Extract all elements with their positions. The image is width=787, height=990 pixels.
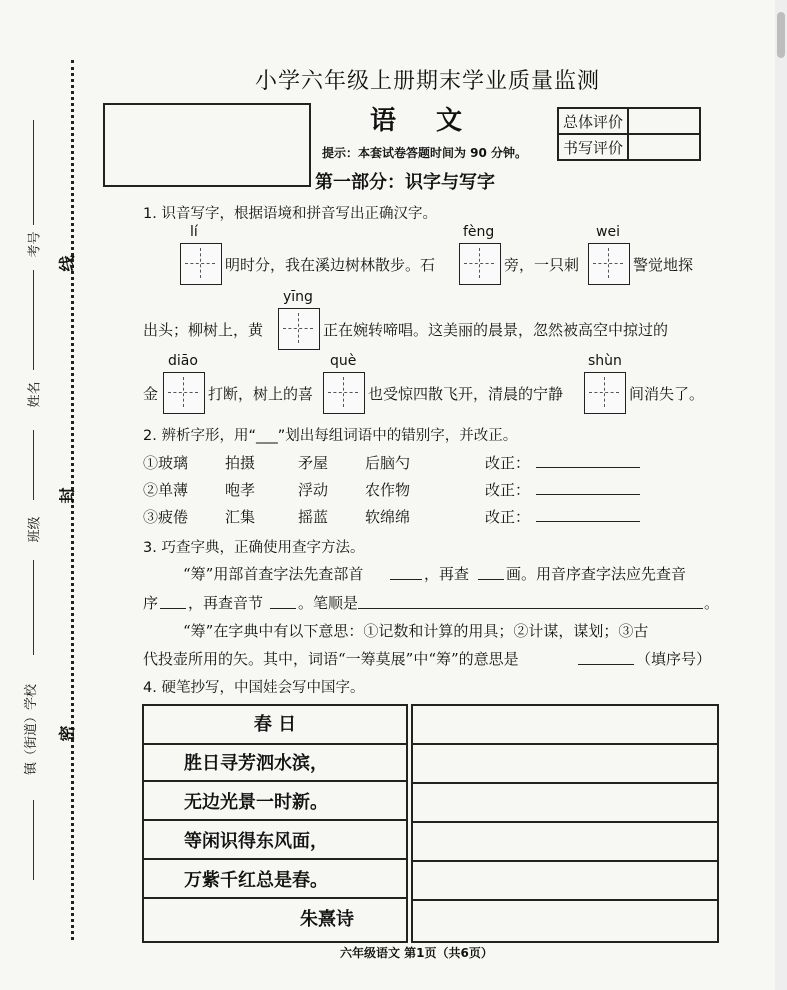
copy-row[interactable] [413,823,717,862]
q2-title: 2. 辨析字形，用“___”划出每组词语中的错别字，并改正。 [143,428,518,444]
q1-line2-b: 正在婉转啼唱。这美丽的晨景，忽然被高空中掠过的 [323,321,669,339]
subject-title: 语文 [370,106,503,136]
poem-line-3: 等闲识得东风面， [144,823,406,860]
pinyin-3: wei [596,224,620,240]
q3-p2-a: 序 [143,594,159,612]
q2-word: 软绵绵 [365,508,411,526]
q1-line3-a: 金 [143,385,159,403]
q1-line1-a: 明时分，我在溪边树林散步。石 [225,256,436,274]
eval-writing-label: 书写评价 [558,134,628,160]
name-label: 姓名 [27,381,43,408]
exam-title: 小学六年级上册期末学业质量监测 [255,69,601,94]
poem-title: 春 日 [144,706,406,745]
pinyin-7: shùn [588,353,622,369]
copy-row[interactable] [413,862,717,901]
q3-p4-b: （填序号） [636,650,712,668]
copy-row[interactable] [413,706,717,745]
school-label: 镇（街道）学校 [24,683,40,776]
char-box-3[interactable] [588,243,630,285]
scrollbar-thumb[interactable] [777,12,785,58]
q2-word: 农作物 [365,481,411,499]
q2-answer-line-2[interactable] [536,493,640,495]
q3-p4-a: 代投壶所用的矢。其中，词语“一筹莫展”中“筹”的意思是 [143,650,519,668]
page-footer: 六年级语文 第1页（共6页） [340,946,493,960]
char-box-5[interactable] [163,372,205,414]
char-box-7[interactable] [584,372,626,414]
exam-no-underline [33,120,34,225]
q3-syllable-blank[interactable] [270,607,296,609]
copy-row[interactable] [413,745,717,784]
q3-strokes-blank[interactable] [478,578,504,580]
q2-word: 拍摄 [225,454,256,472]
q2-answer-line-3[interactable] [536,520,640,522]
copy-row[interactable] [413,784,717,823]
q1-line1-b: 旁，一只刺 [504,256,580,274]
q3-p1-b: ，再查 [424,565,470,583]
char-box-2[interactable] [459,243,501,285]
pinyin-4: yīng [283,289,313,305]
pinyin-1: lí [190,224,198,240]
q2-word: 咆孝 [225,481,256,499]
q3-p2-d: 。 [704,594,720,612]
part-title: 第一部分：识字与写字 [315,172,495,193]
q1-line1-c: 警觉地探 [633,256,694,274]
q2-fix-label: 改正： [485,508,531,526]
q1-line2-a: 出头；柳树上，黄 [143,321,264,339]
time-hint: 提示：本套试卷答题时间为 90 分钟。 [322,146,528,160]
seal-secret-mark: 密 [57,725,77,742]
q2-word: ③疲倦 [143,508,189,526]
q3-p2-c: 。笔顺是 [298,594,359,612]
q3-p1-a: “筹”用部首查字法先查部首 [183,565,364,583]
poem-author: 朱熹诗 [300,909,354,930]
poem-line-2: 无边光景一时新。 [144,784,406,821]
q3-p3: “筹”在字典中有以下意思：①记数和计算的用具；②计谋，谋划；③古 [183,622,649,640]
q4-title: 4. 硬笔抄写，中国娃会写中国字。 [143,680,365,696]
q2-answer-line-1[interactable] [536,466,640,468]
class-underline [33,430,34,500]
q2-word: 摇蓝 [298,508,329,526]
q2-word: 矛屋 [298,454,329,472]
char-box-1[interactable] [180,243,222,285]
copy-table[interactable] [411,704,719,943]
pinyin-6: què [330,353,357,369]
q3-radical-blank[interactable] [390,578,422,580]
evaluation-table [557,107,701,161]
q3-stroke-order-blank[interactable] [358,607,703,609]
exam-no-label: 考号 [27,231,43,258]
q2-word: ②单薄 [143,481,189,499]
q1-line3-b: 打断，树上的喜 [208,385,314,403]
q3-title: 3. 巧查字典，正确使用查字方法。 [143,540,365,556]
eval-writing-value[interactable] [628,134,700,160]
class-label: 班级 [27,516,43,543]
poem-line-1: 胜日寻芳泗水滨， [144,745,406,782]
eval-total-value[interactable] [628,108,700,134]
poem-line-4: 万紫千红总是春。 [144,862,406,899]
school-underline [33,560,34,655]
q2-word: 汇集 [225,508,256,526]
eval-total-label: 总体评价 [558,108,628,134]
seal-line-mark: 线 [57,255,77,272]
q3-p1-c: 画。用音序查字法应先查音 [506,565,687,583]
q1-title: 1. 识音写字，根据语境和拼音写出正确汉字。 [143,206,437,222]
char-box-6[interactable] [323,372,365,414]
q2-word: 浮动 [298,481,329,499]
name-underline [33,270,34,370]
poem-table [142,704,408,943]
pinyin-2: fèng [463,224,495,240]
char-box-4[interactable] [278,308,320,350]
q3-meaning-blank[interactable] [578,663,634,665]
pinyin-5: diāo [168,353,198,369]
scrollbar[interactable] [775,0,787,990]
blank-box [103,103,311,187]
q1-line3-c: 也受惊四散飞开，清晨的宁静 [368,385,564,403]
q3-p2-b: ，再查音节 [188,594,264,612]
q3-initial-blank[interactable] [160,607,186,609]
q2-fix-label: 改正： [485,454,531,472]
town-underline [33,800,34,880]
q2-fix-label: 改正： [485,481,531,499]
seal-seal-mark: 封 [57,487,77,504]
q2-word: 后脑勺 [365,454,411,472]
q2-word: ①玻璃 [143,454,189,472]
q1-line3-d: 间消失了。 [629,385,705,403]
